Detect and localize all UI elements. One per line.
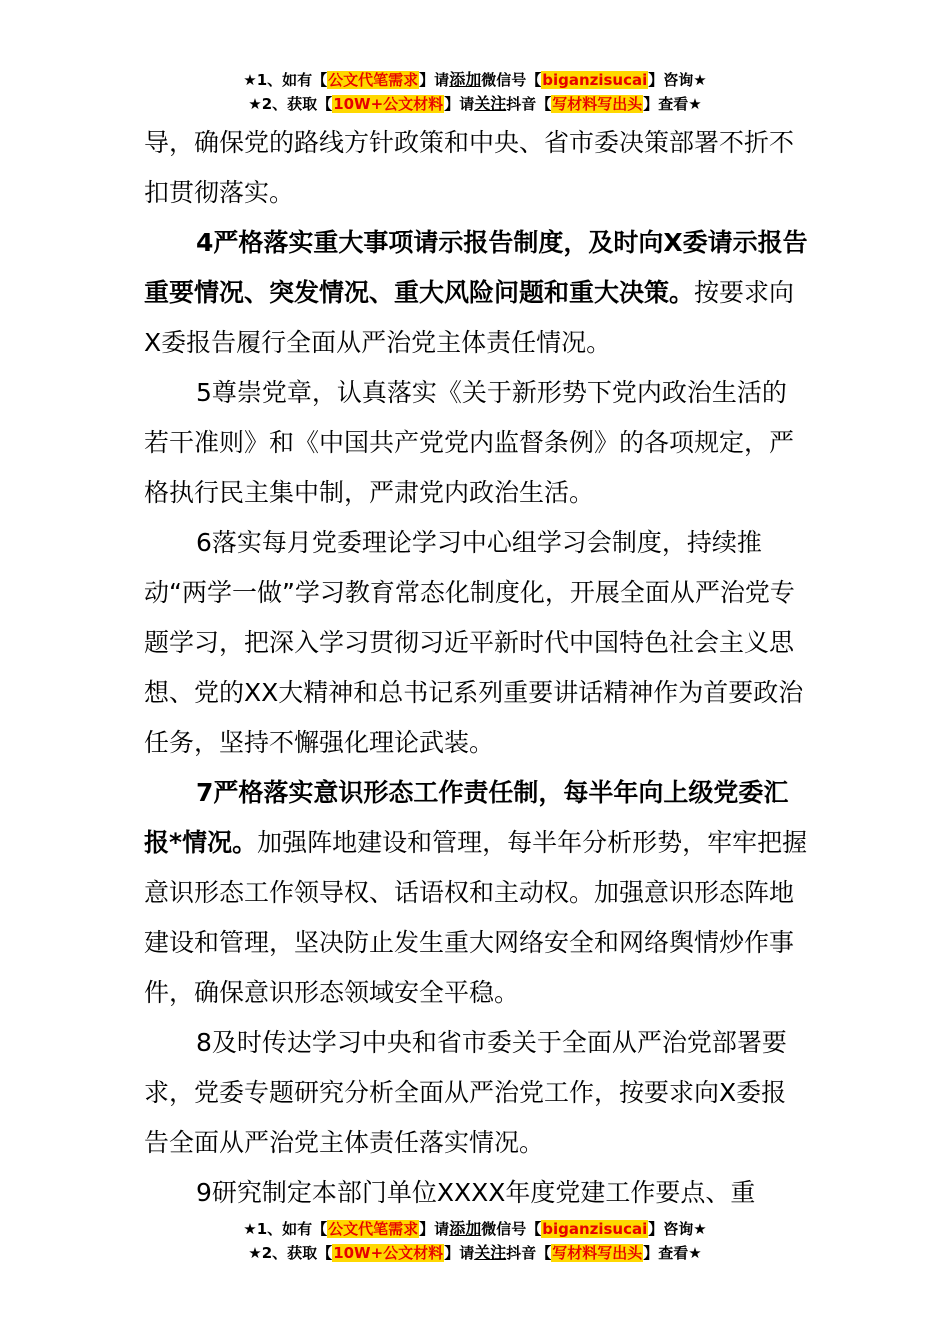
- banner-text: 抖音【: [506, 1244, 552, 1262]
- banner-text: ★1、如有【: [243, 1220, 328, 1238]
- banner-text: 】咨询★: [648, 71, 707, 89]
- banner-emphasis: 关注: [474, 1243, 507, 1262]
- paragraph-text: 5尊崇党章，认真落实《关于新形势下党内政治生活的若干准则》和《中国共产党党内监督条例》的各项规定，严格执行民主集中制，严肃党内政治生活。: [144, 378, 795, 507]
- paragraph-heading: 7严格落实意识形态工作责任制，每半年向上级党委汇报*情况。: [144, 778, 789, 857]
- banner-highlight: 公文代笔需求: [328, 71, 419, 89]
- banner-text: 】请: [419, 1220, 450, 1238]
- paragraph-item-9: [144, 1168, 808, 1218]
- banner-emphasis: 关注: [474, 94, 507, 113]
- banner-line-2: [0, 1241, 950, 1265]
- banner-highlight: biganzisucai: [542, 71, 648, 89]
- banner-highlight: 公文代笔需求: [328, 1220, 419, 1238]
- banner-emphasis: 添加: [449, 70, 482, 89]
- banner-text: 】咨询★: [648, 1220, 707, 1238]
- banner-highlight: 写材料写出头: [552, 1244, 643, 1262]
- paragraph-item-7: [144, 768, 808, 1018]
- banner-text: ★1、如有【: [243, 71, 328, 89]
- banner-highlight: 写材料写出头: [552, 95, 643, 113]
- paragraph-item-4: [144, 218, 808, 368]
- paragraph-heading: 4严格落实重大事项请示报告制度，及时向X委请示报告重要情况、突发情况、重大风险问题和重大决策。: [144, 228, 808, 307]
- banner-text: 】请: [419, 71, 450, 89]
- banner-text: 抖音【: [506, 95, 552, 113]
- banner-line-1: [0, 68, 950, 92]
- paragraph-item-8: [144, 1018, 808, 1168]
- banner-text: 】请: [444, 1244, 475, 1262]
- banner-text: ★2、获取【: [248, 95, 333, 113]
- banner-highlight: 10W+公文材料: [333, 95, 444, 113]
- paragraph-text: 按要求向X委报告履行全面从严治党主体责任情况。: [144, 278, 795, 357]
- banner-text: 微信号【: [481, 71, 542, 89]
- paragraph-item-6: [144, 518, 808, 768]
- banner-text: 】请: [444, 95, 475, 113]
- banner-line-2: [0, 92, 950, 116]
- banner-emphasis: 添加: [449, 1219, 482, 1238]
- banner-text: ★2、获取【: [248, 1244, 333, 1262]
- paragraph-text: 8及时传达学习中央和省市委关于全面从严治党部署要求，党委专题研究分析全面从严治党工作，按要求向X委报告全面从严治党主体责任落实情况。: [144, 1028, 787, 1157]
- paragraph-text: 9研究制定本部门单位XXXX年度党建工作要点、重: [196, 1178, 756, 1207]
- header-banner: [0, 68, 950, 116]
- banner-text: 】查看★: [643, 1244, 702, 1262]
- banner-text: 微信号【: [481, 1220, 542, 1238]
- footer-banner: [0, 1217, 950, 1265]
- paragraph-item-5: [144, 368, 808, 518]
- banner-highlight: biganzisucai: [542, 1220, 648, 1238]
- paragraph-continuation: [144, 118, 808, 218]
- paragraph-text: 加强阵地建设和管理，每半年分析形势，牢牢把握意识形态工作领导权、话语权和主动权。加强意识形态阵地建设和管理，坚决防止发生重大网络安全和网络舆情炒作事件，确保意识形态领域安全平稳。: [144, 828, 808, 1007]
- banner-line-1: [0, 1217, 950, 1241]
- paragraph-text: 6落实每月党委理论学习中心组学习会制度，持续推动“两学一做”学习教育常态化制度化，开展全面从严治党专题学习，把深入学习贯彻习近平新时代中国特色社会主义思想、党的XX大精神和总书记系列重要讲话精神作为首要政治任务，坚持不懈强化理论武装。: [144, 528, 804, 757]
- banner-highlight: 10W+公文材料: [333, 1244, 444, 1262]
- banner-text: 】查看★: [643, 95, 702, 113]
- document-body: [144, 118, 808, 1218]
- paragraph-text: 导，确保党的路线方针政策和中央、省市委决策部署不折不扣贯彻落实。: [144, 128, 795, 207]
